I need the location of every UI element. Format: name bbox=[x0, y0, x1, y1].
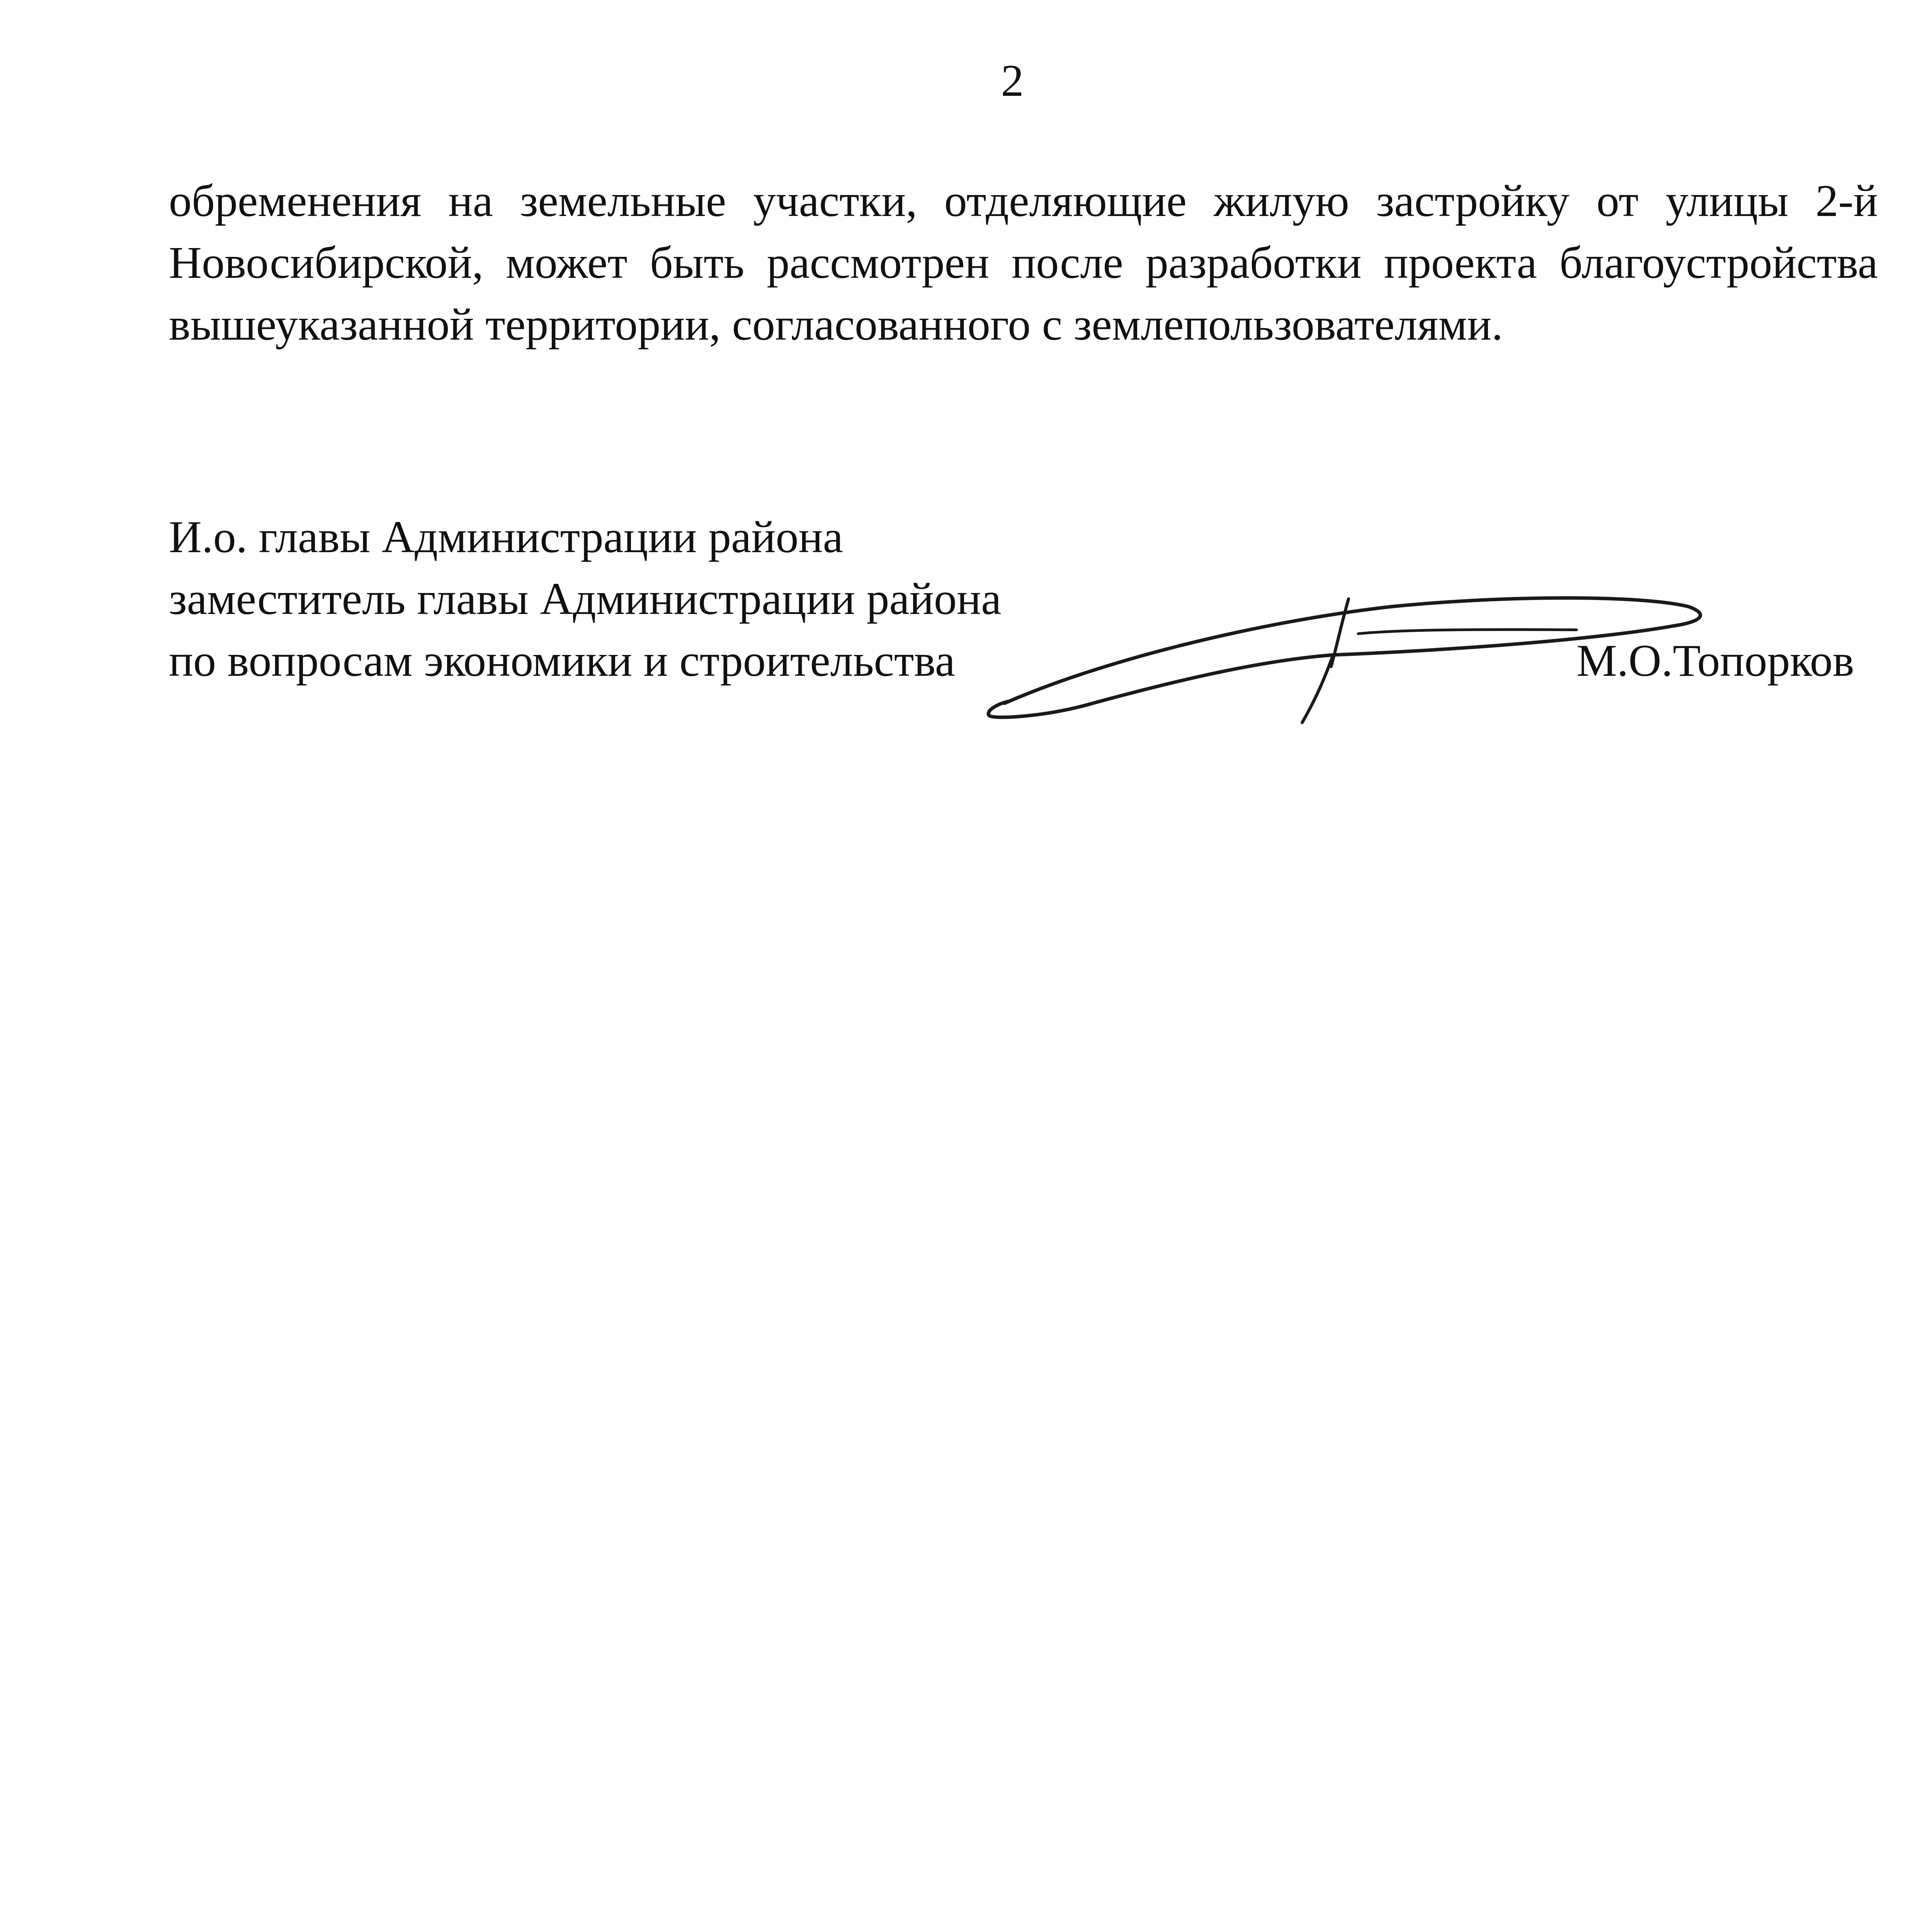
signatory-title-line: И.о. главы Администрации района bbox=[169, 512, 843, 562]
page-number: 2 bbox=[1001, 55, 1024, 106]
body-line: Новосибирской, может быть рассмотрен после разработки проекта благоустройства bbox=[169, 237, 1878, 288]
signer-name: М.О.Топорков bbox=[1577, 635, 1854, 686]
body-line: обременения на земельные участки, отделяющие жилую застройку от улицы 2-й bbox=[169, 175, 1878, 226]
signatory-title-line: заместитель главы Администрации района bbox=[169, 573, 1002, 624]
signatory-title bbox=[169, 506, 1001, 692]
body-paragraph bbox=[169, 170, 1878, 355]
signatory-title-line: по вопросам экономики и строительства bbox=[169, 635, 955, 686]
body-line: вышеуказанной территории, согласованного с землепользователями. bbox=[169, 299, 1503, 350]
